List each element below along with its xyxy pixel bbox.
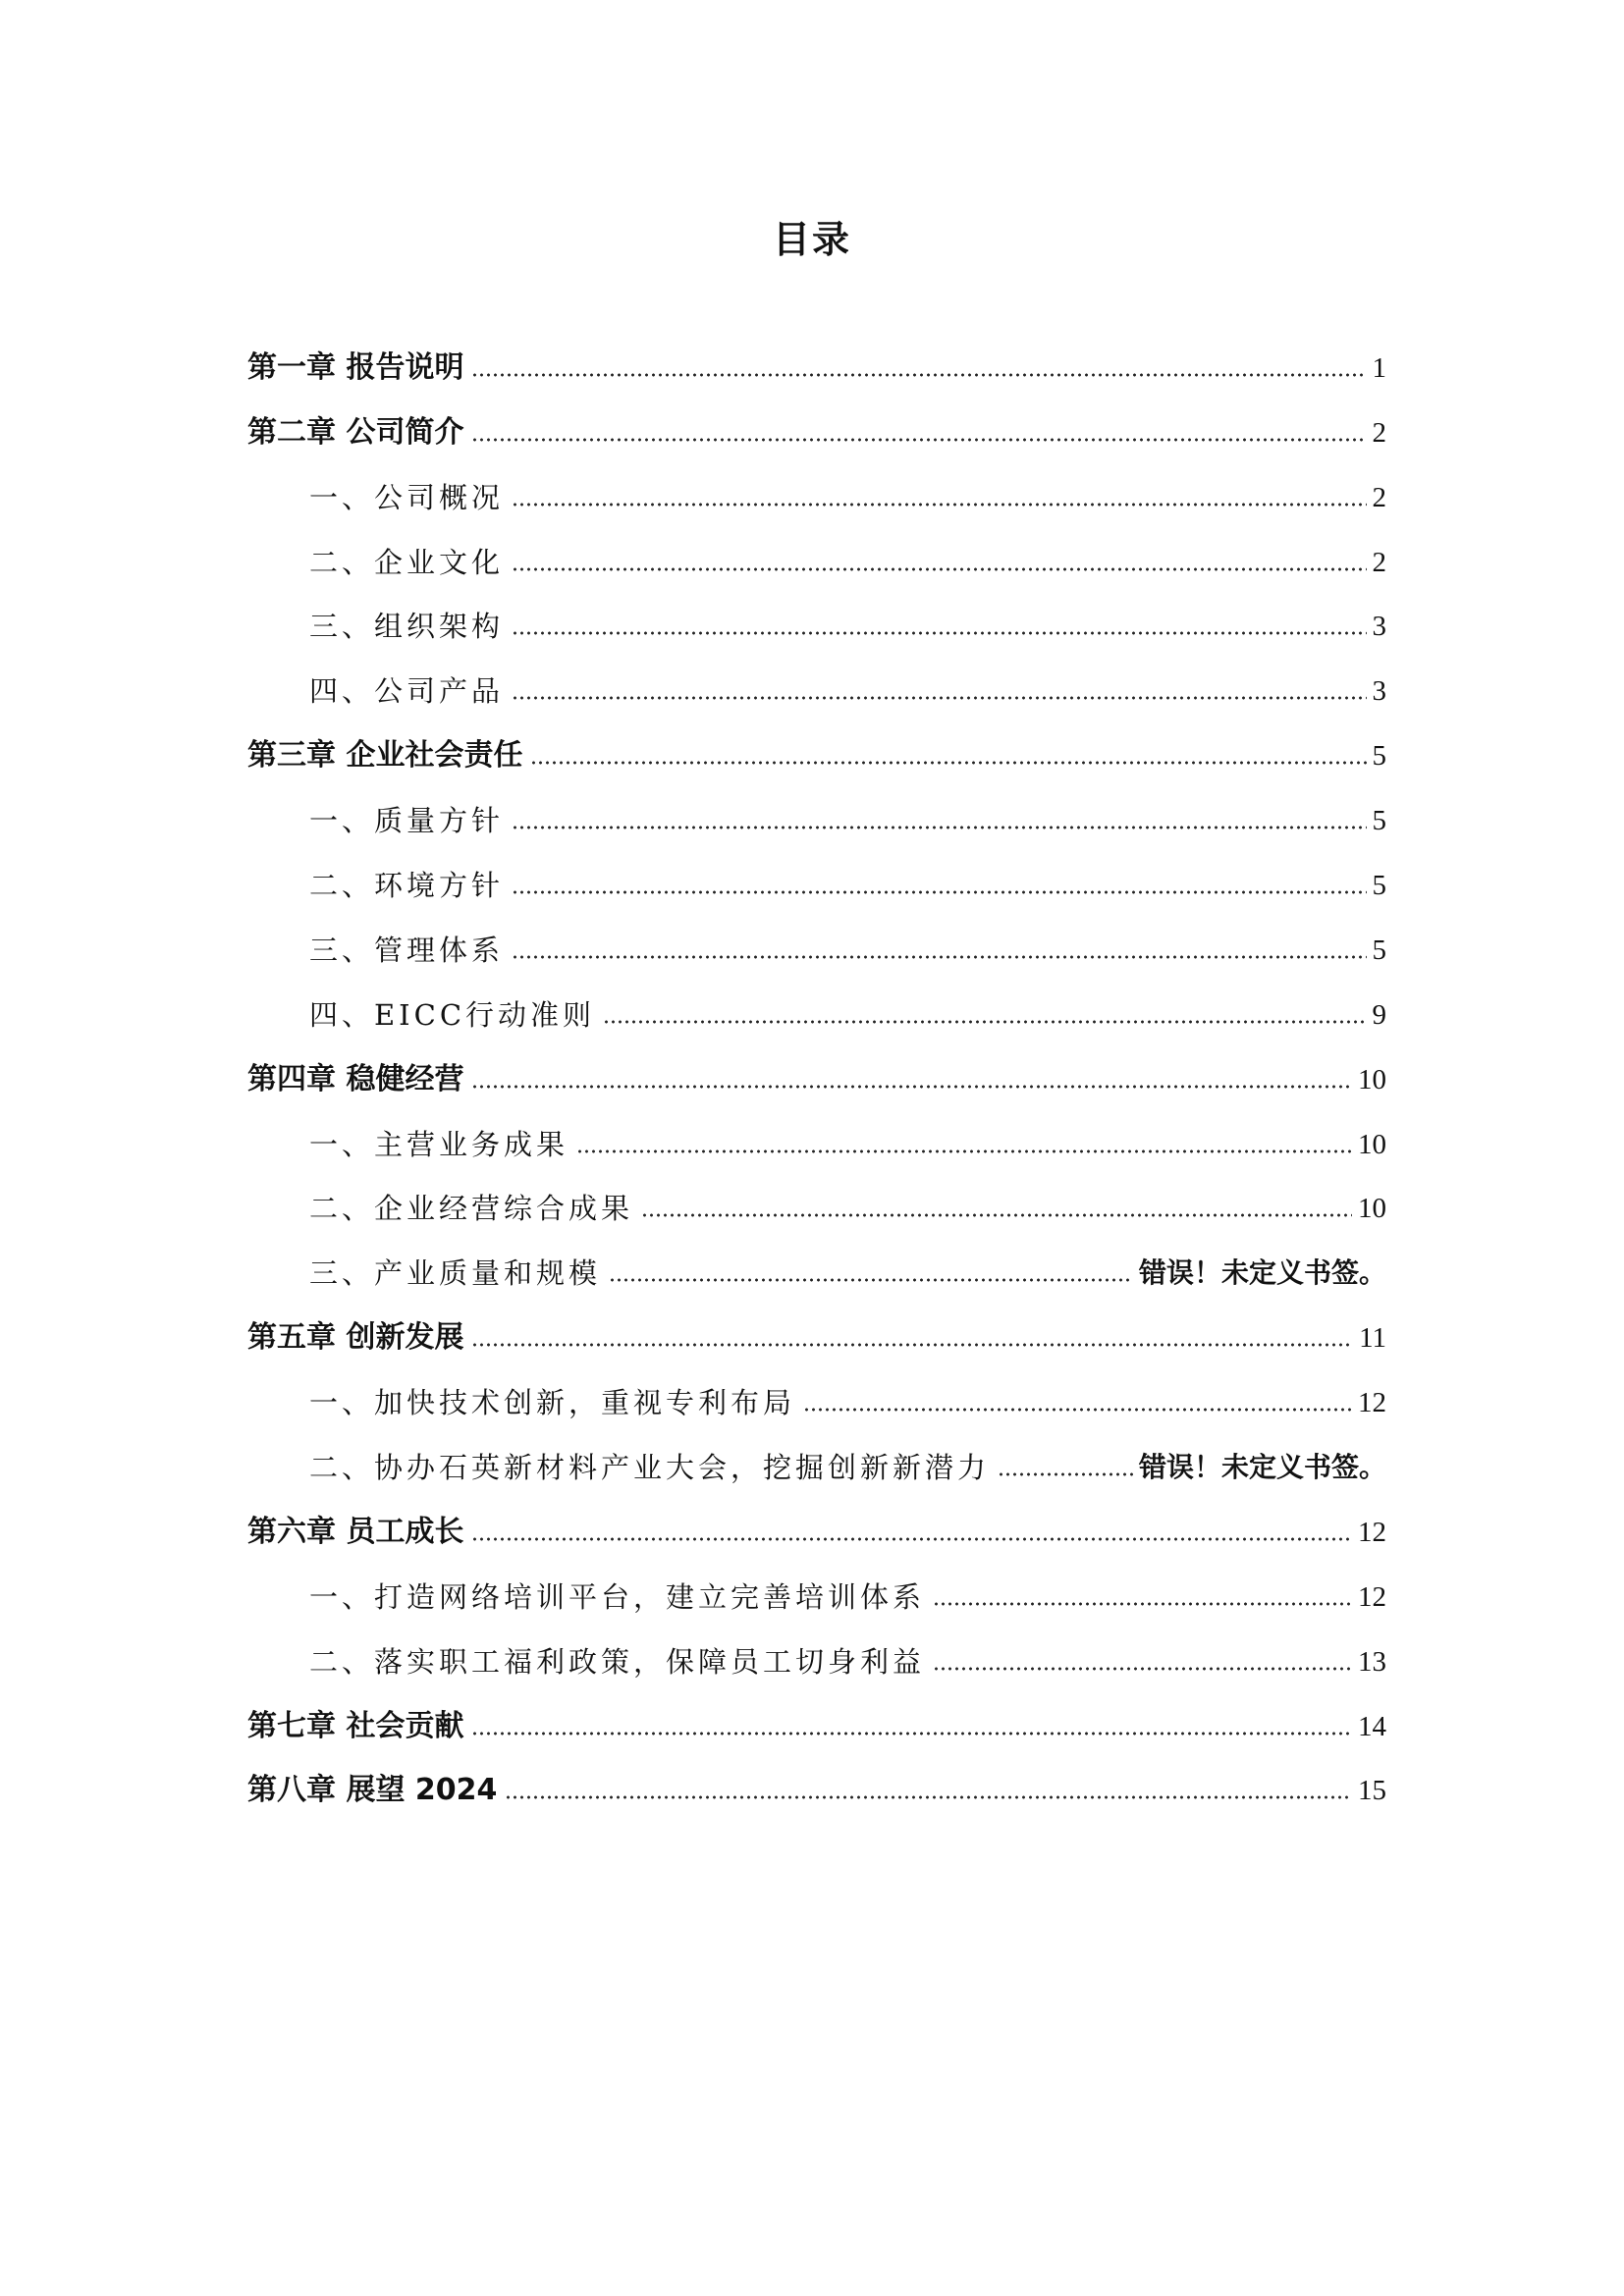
toc-dot-leader xyxy=(471,1535,1352,1543)
toc-chapter-entry[interactable] xyxy=(247,1691,1386,1756)
toc-dot-leader xyxy=(530,759,1366,767)
toc-chapter-entry[interactable] xyxy=(247,1497,1386,1562)
toc-section-entry[interactable] xyxy=(247,980,1386,1044)
toc-page-number: 14 xyxy=(1358,1710,1386,1742)
toc-entry-title: 第一章 报告说明 xyxy=(247,349,464,385)
toc-page-number: 10 xyxy=(1358,1063,1386,1095)
toc-dot-leader xyxy=(512,824,1366,831)
toc-section-entry[interactable] xyxy=(247,1238,1386,1303)
toc-entry-title: 三、产业质量和规模 xyxy=(309,1256,602,1291)
toc-section-entry[interactable] xyxy=(247,527,1386,592)
toc-dot-leader xyxy=(512,888,1366,896)
toc-entry-title: 第五章 创新发展 xyxy=(247,1320,464,1356)
toc-section-entry[interactable] xyxy=(247,1174,1386,1239)
toc-entry-title: 三、组织架构 xyxy=(309,610,505,644)
toc-page-number: 10 xyxy=(1358,1193,1386,1225)
toc-dot-leader xyxy=(576,1148,1352,1155)
toc-dot-leader xyxy=(505,1793,1352,1801)
toc-page-number: 12 xyxy=(1358,1387,1386,1419)
toc-page-number: 2 xyxy=(1372,481,1386,513)
toc-title: 目录 xyxy=(772,218,851,261)
toc-bookmark-error: 错误！未定义书签。 xyxy=(1138,1256,1386,1290)
toc-dot-leader xyxy=(641,1211,1352,1219)
toc-dot-leader xyxy=(471,1730,1352,1737)
toc-entry-title: 一、打造网络培训平台，建立完善培训体系 xyxy=(309,1579,926,1614)
toc-dot-leader xyxy=(512,501,1366,508)
toc-dot-leader xyxy=(512,629,1366,637)
toc-page-number: 2 xyxy=(1372,546,1386,578)
toc-entry-title: 四、公司产品 xyxy=(309,674,505,709)
toc-page-number: 11 xyxy=(1359,1322,1386,1355)
toc-entry-title: 第四章 稳健经营 xyxy=(247,1061,464,1096)
toc-dot-leader xyxy=(471,436,1366,444)
toc-entry-title: 四、EICC行动准则 xyxy=(309,997,596,1032)
toc-entry-title: 一、加快技术创新，重视专利布局 xyxy=(309,1386,796,1420)
toc-page-number: 1 xyxy=(1372,351,1386,384)
toc-page-number: 9 xyxy=(1372,998,1386,1031)
toc-dot-leader xyxy=(933,1600,1352,1608)
toc-section-entry[interactable] xyxy=(247,850,1386,915)
toc-page-number: 2 xyxy=(1372,416,1386,449)
toc-entry-title: 一、主营业务成果 xyxy=(309,1127,569,1161)
toc-page-number: 3 xyxy=(1372,675,1386,708)
toc-entry-title: 第八章 展望 2024 xyxy=(247,1773,498,1808)
toc-dot-leader xyxy=(933,1665,1352,1673)
toc-dot-leader xyxy=(803,1406,1352,1414)
toc-section-entry[interactable] xyxy=(247,1109,1386,1174)
toc-section-entry[interactable] xyxy=(247,1367,1386,1432)
toc-entry-title: 一、公司概况 xyxy=(309,480,505,514)
toc-section-entry[interactable] xyxy=(247,785,1386,850)
toc-section-entry[interactable] xyxy=(247,1432,1386,1497)
toc-dot-leader xyxy=(471,371,1366,379)
toc-page-number: 5 xyxy=(1372,740,1386,773)
toc-page-number: 3 xyxy=(1372,611,1386,643)
toc-page-number: 5 xyxy=(1372,805,1386,837)
toc-dot-leader xyxy=(609,1276,1133,1284)
toc-chapter-entry[interactable] xyxy=(247,1756,1386,1821)
toc-section-entry[interactable] xyxy=(247,592,1386,657)
toc-dot-leader xyxy=(471,1341,1353,1349)
toc-entry-title: 二、落实职工福利政策，保障员工切身利益 xyxy=(309,1644,926,1679)
toc-page-number: 12 xyxy=(1358,1580,1386,1613)
toc-chapter-entry[interactable] xyxy=(247,333,1386,398)
toc-entry-title: 二、环境方针 xyxy=(309,869,505,903)
toc-page-number: 13 xyxy=(1358,1645,1386,1678)
toc-entry-title: 第六章 员工成长 xyxy=(247,1514,464,1549)
toc-entry-title: 第三章 企业社会责任 xyxy=(247,738,523,774)
toc-section-entry[interactable] xyxy=(247,915,1386,980)
toc-list xyxy=(247,333,1386,1820)
toc-entry-title: 一、质量方针 xyxy=(309,804,505,838)
toc-entry-title: 第七章 社会贡献 xyxy=(247,1708,464,1743)
toc-chapter-entry[interactable] xyxy=(247,721,1386,785)
toc-chapter-entry[interactable] xyxy=(247,1303,1386,1367)
toc-page-number: 15 xyxy=(1358,1775,1386,1807)
toc-chapter-entry[interactable] xyxy=(247,1044,1386,1109)
toc-entry-title: 二、企业文化 xyxy=(309,545,505,579)
toc-section-entry[interactable] xyxy=(247,462,1386,527)
toc-entry-title: 三、管理体系 xyxy=(309,933,505,967)
toc-page-number: 5 xyxy=(1372,870,1386,902)
toc-entry-title: 二、协办石英新材料产业大会，挖掘创新新潜力 xyxy=(309,1451,991,1485)
toc-entry-title: 第二章 公司简介 xyxy=(247,414,464,450)
toc-page-number: 5 xyxy=(1372,934,1386,966)
toc-dot-leader xyxy=(998,1470,1133,1478)
toc-dot-leader xyxy=(512,953,1366,961)
toc-dot-leader xyxy=(603,1018,1366,1026)
toc-section-entry[interactable] xyxy=(247,1562,1386,1627)
toc-chapter-entry[interactable] xyxy=(247,398,1386,462)
toc-page-number: 12 xyxy=(1358,1516,1386,1548)
toc-bookmark-error: 错误！未定义书签。 xyxy=(1138,1451,1386,1484)
toc-entry-title: 二、企业经营综合成果 xyxy=(309,1192,634,1226)
toc-section-entry[interactable] xyxy=(247,1627,1386,1691)
toc-dot-leader xyxy=(512,565,1366,573)
toc-dot-leader xyxy=(512,694,1366,702)
toc-dot-leader xyxy=(471,1083,1352,1091)
toc-page-number: 10 xyxy=(1358,1128,1386,1160)
toc-section-entry[interactable] xyxy=(247,656,1386,721)
